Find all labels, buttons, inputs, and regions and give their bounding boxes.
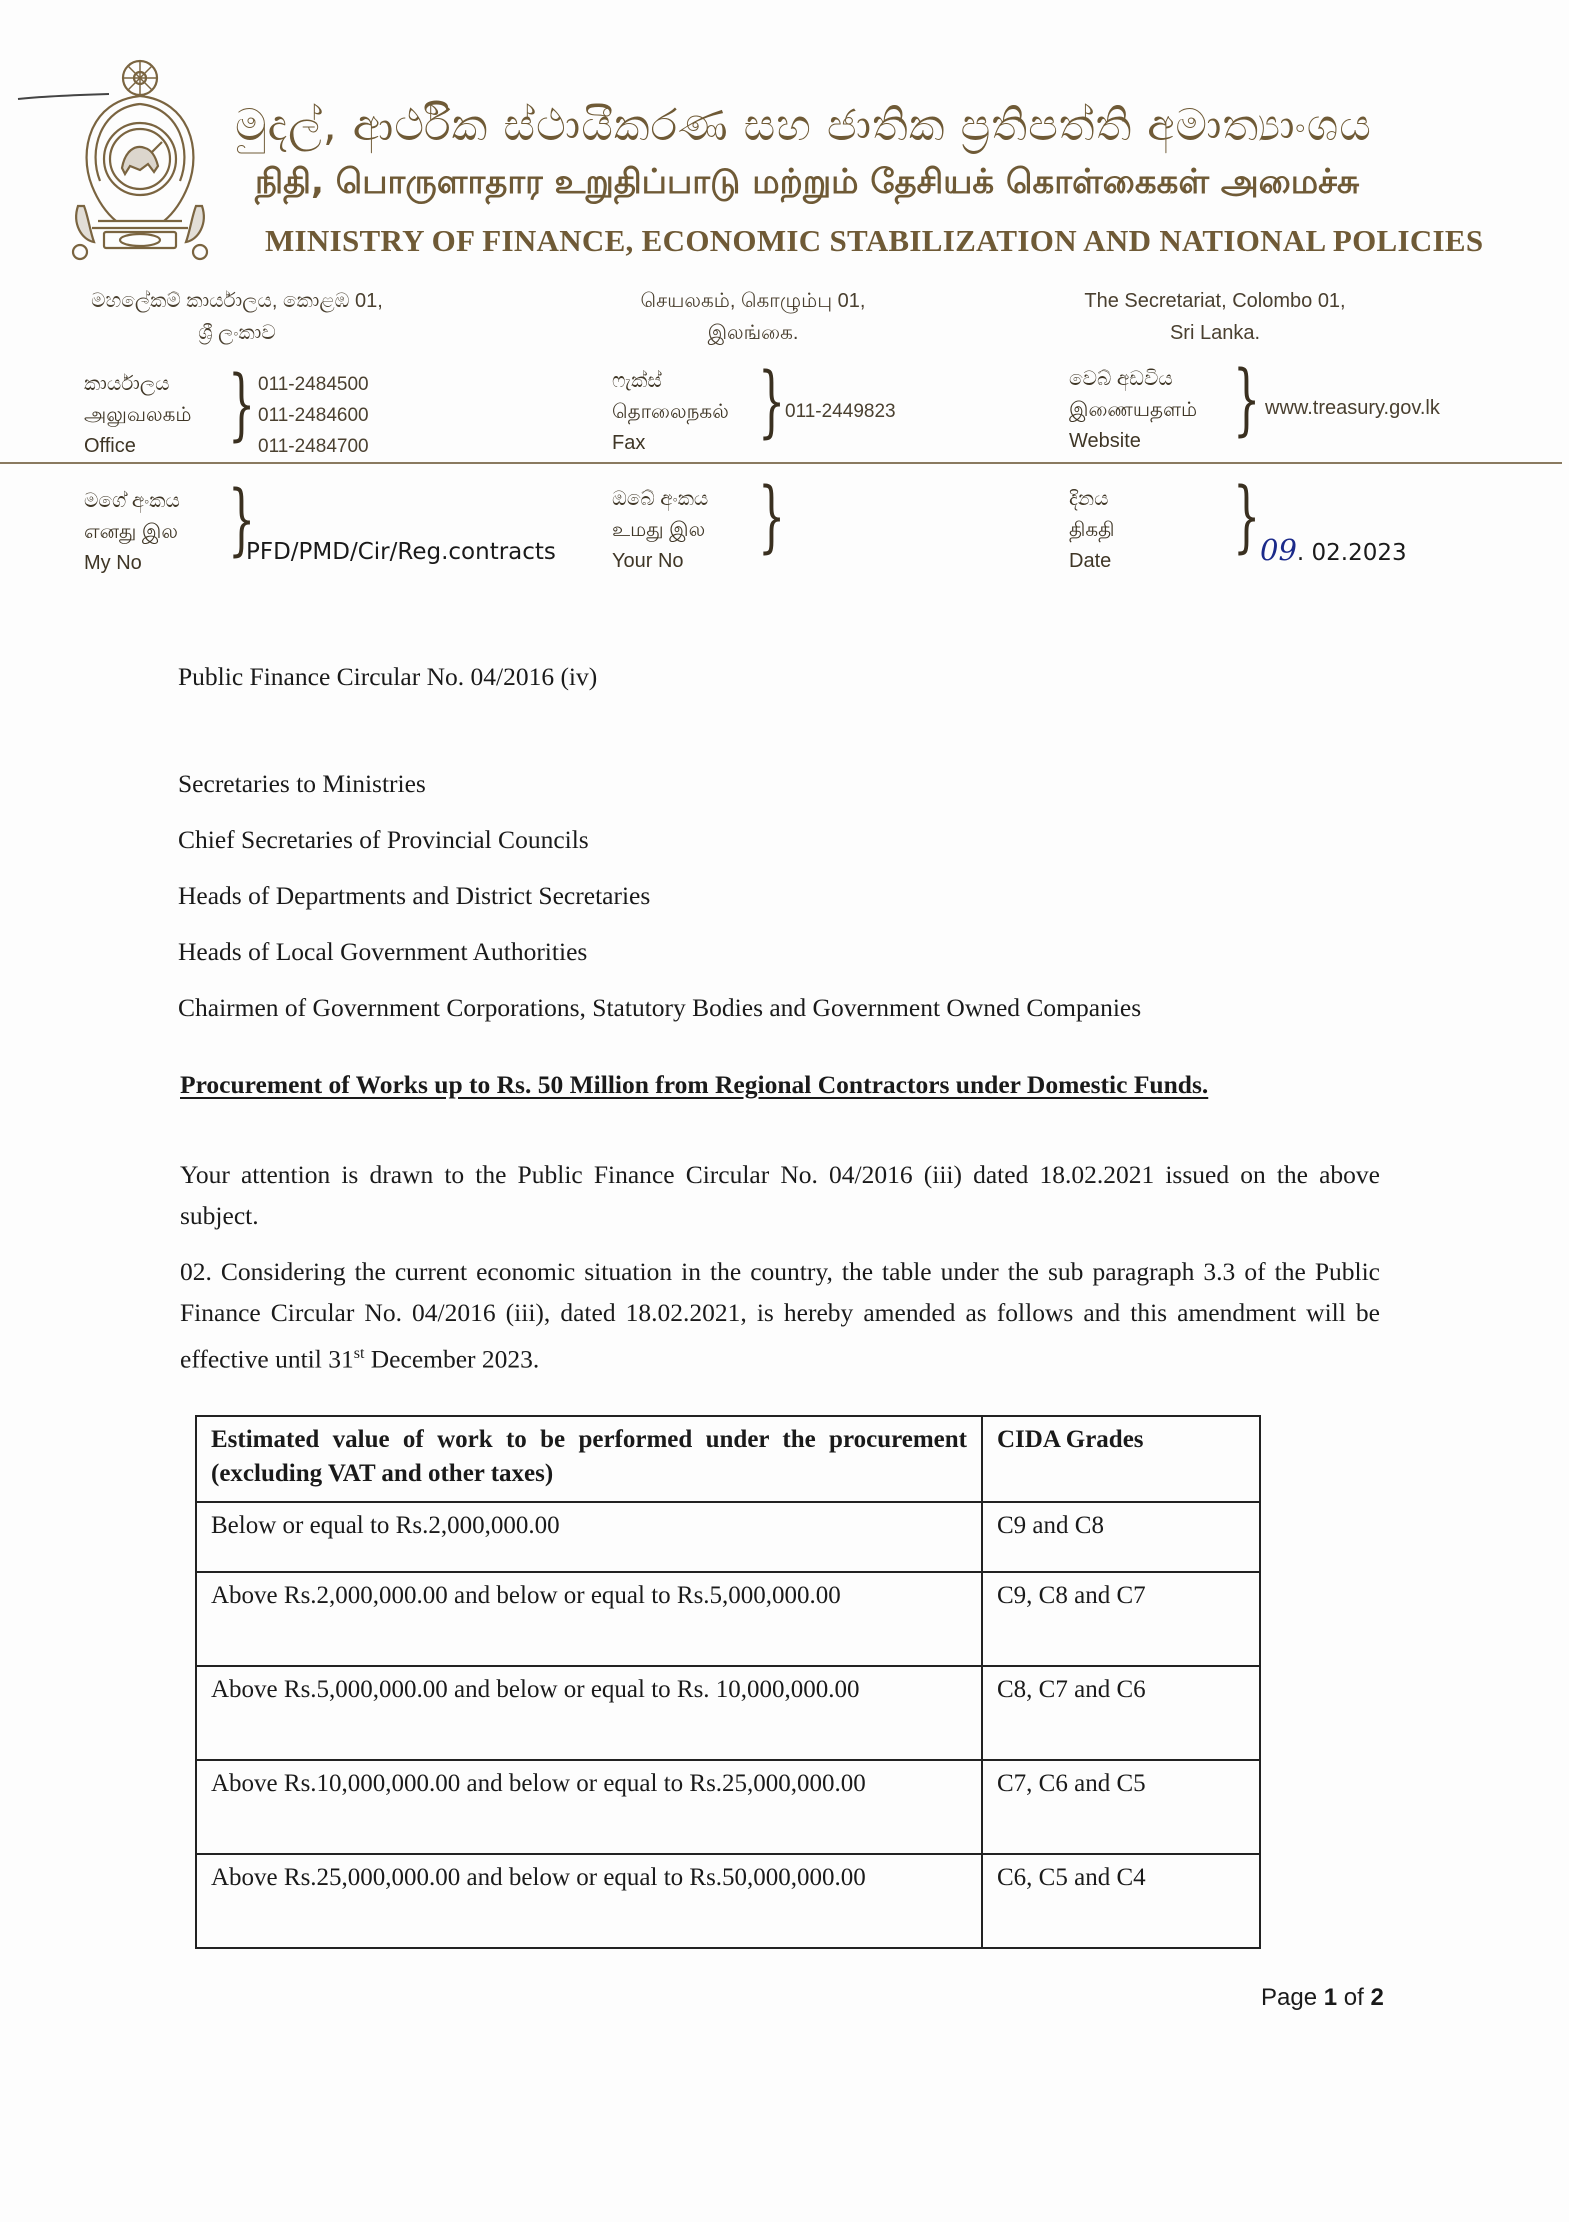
row-value: Above Rs.5,000,000.00 and below or equal to Rs. 10,000,000.00 <box>196 1666 982 1760</box>
my-no-label <box>84 486 180 579</box>
addressee-item: Heads of Departments and District Secretaries <box>178 881 651 910</box>
paragraph-2-end: December 2023. <box>364 1344 540 1374</box>
office-label-si: කාර්යාලය <box>84 373 170 395</box>
row-grades: C9 and C8 <box>982 1502 1260 1572</box>
ministry-name-sinhala: මුදල්, ආර්ථික ස්ථායීකරණ සහ ජාතික ප්‍රතිපත්ති අමාත්‍යාංශය <box>235 100 1372 151</box>
table-row <box>196 1502 1260 1572</box>
addressee-item: Chairmen of Government Corporations, Statutory Bodies and Government Owned Companies <box>178 993 1142 1022</box>
ministry-name-english: MINISTRY OF FINANCE, ECONOMIC STABILIZATION AND NATIONAL POLICIES <box>265 223 1484 258</box>
address-tamil-line2: இலங்கை. <box>707 322 799 344</box>
address-english-line1: The Secretariat, Colombo 01, <box>1084 290 1346 312</box>
paragraph-2-text: 02. Considering the current economic situation in the country, the table under the sub paragraph 3.3 of the Public Finance Circular No. 04/2016 (iii), dated 18.02.2021, is hereby amended as follows and this amendment will be effective until 31 <box>180 1257 1380 1374</box>
website-label <box>1069 364 1197 457</box>
ordinal-suffix: st <box>353 1345 365 1362</box>
paragraph-1: Your attention is drawn to the Public Finance Circular No. 04/2016 (iii) dated 18.02.2021 issued on the above subject. <box>180 1160 1380 1230</box>
row-value: Below or equal to Rs.2,000,000.00 <box>196 1502 982 1572</box>
address-english <box>1055 285 1375 349</box>
header-estimated-value: Estimated value of work to be performed under the procurement (excluding VAT and other taxes) <box>196 1416 982 1502</box>
website-label-en: Website <box>1069 430 1141 452</box>
fax-label-ta: தொலைநகல் <box>612 401 729 423</box>
address-tamil-line1: செயலகம், கொழும்பு 01, <box>640 290 866 312</box>
your-no-label-ta: உமது இல <box>612 519 706 541</box>
address-sinhala-line2: ශ්‍රී ලංකාව <box>198 322 276 344</box>
office-label-ta: அலுவலகம் <box>84 404 192 426</box>
brace-icon: } <box>228 475 256 565</box>
fax-number: 011-2449823 <box>785 401 896 422</box>
address-english-line2: Sri Lanka. <box>1169 322 1261 344</box>
address-tamil <box>598 285 908 349</box>
date-day-handwritten: 09 <box>1260 533 1297 567</box>
date-label-en: Date <box>1069 550 1112 572</box>
page-current: 1 <box>1323 1984 1338 2011</box>
brace-icon: } <box>228 360 256 450</box>
header-divider <box>0 462 1562 464</box>
addressee-list <box>178 756 1141 1036</box>
header-cida-grades: CIDA Grades <box>982 1416 1260 1502</box>
row-value: Above Rs.10,000,000.00 and below or equal to Rs.25,000,000.00 <box>196 1760 982 1854</box>
table-row <box>196 1572 1260 1666</box>
office-phone-2: 011-2484600 <box>258 405 369 426</box>
addressee-item: Chief Secretaries of Provincial Councils <box>178 825 589 854</box>
your-no-label-en: Your No <box>612 550 684 572</box>
address-sinhala <box>82 285 392 349</box>
row-value: Above Rs.2,000,000.00 and below or equal to Rs.5,000,000.00 <box>196 1572 982 1666</box>
row-grades: C7, C6 and C5 <box>982 1760 1260 1854</box>
paragraph-2 <box>180 1251 1380 1380</box>
date-label <box>1069 484 1115 577</box>
date-label-ta: திகதி <box>1069 519 1115 541</box>
page-prefix: Page <box>1261 1984 1324 2011</box>
my-no-label-ta: எனது இல <box>84 521 178 543</box>
brace-icon: } <box>758 472 786 562</box>
my-reference-number: PFD/PMD/Cir/Reg.contracts <box>246 539 556 565</box>
row-grades: C8, C7 and C6 <box>982 1666 1260 1760</box>
sri-lanka-state-emblem-icon <box>70 56 210 262</box>
my-no-label-en: My No <box>84 552 142 574</box>
brace-icon: } <box>1233 355 1261 445</box>
website-link[interactable]: www.treasury.gov.lk <box>1265 397 1440 419</box>
circular-subject: Procurement of Works up to Rs. 50 Million from Regional Contractors under Domestic Funds. <box>180 1070 1209 1099</box>
fax-label-si: ෆැක්ස් <box>612 370 662 392</box>
fax-label <box>612 366 729 459</box>
ministry-name-tamil: நிதி, பொருளாதார உறுதிப்பாடு மற்றும் தேசியக் கொள்கைகள் அமைச்சு <box>255 162 1360 202</box>
fax-label-en: Fax <box>612 432 646 454</box>
circular-number: Public Finance Circular No. 04/2016 (iv) <box>178 662 598 691</box>
letter-date <box>1260 533 1407 567</box>
page-number <box>1261 1984 1384 2012</box>
cida-grades-table <box>195 1415 1261 1949</box>
table-header-row <box>196 1416 1260 1502</box>
page-total: 2 <box>1370 1984 1384 2011</box>
date-label-si: දිනය <box>1069 488 1109 510</box>
my-no-label-si: මගේ අංකය <box>84 490 180 512</box>
row-grades: C9, C8 and C7 <box>982 1572 1260 1666</box>
table-row <box>196 1666 1260 1760</box>
brace-icon: } <box>758 357 786 447</box>
office-phone-3: 011-2484700 <box>258 436 369 457</box>
row-value: Above Rs.25,000,000.00 and below or equal to Rs.50,000,000.00 <box>196 1854 982 1948</box>
website-label-si: වෙබ් අඩවිය <box>1069 368 1173 390</box>
brace-icon: } <box>1233 472 1261 562</box>
table-row <box>196 1854 1260 1948</box>
address-sinhala-line1: මහලේකම් කාර්යාලය, කොළඹ 01, <box>91 290 383 312</box>
your-no-label-si: ඔබේ අංකය <box>612 488 709 510</box>
page-of: of <box>1337 1984 1371 2011</box>
office-label-en: Office <box>84 435 136 457</box>
office-phones <box>258 369 369 462</box>
row-grades: C6, C5 and C4 <box>982 1854 1260 1948</box>
office-label <box>84 369 191 462</box>
office-phone-1: 011-2484500 <box>258 374 369 395</box>
website-label-ta: இணையதளம் <box>1069 399 1198 421</box>
addressee-item: Heads of Local Government Authorities <box>178 937 588 966</box>
table-row <box>196 1760 1260 1854</box>
date-month-year: . 02.2023 <box>1296 540 1407 566</box>
addressee-item: Secretaries to Ministries <box>178 769 426 798</box>
your-no-label <box>612 484 708 577</box>
